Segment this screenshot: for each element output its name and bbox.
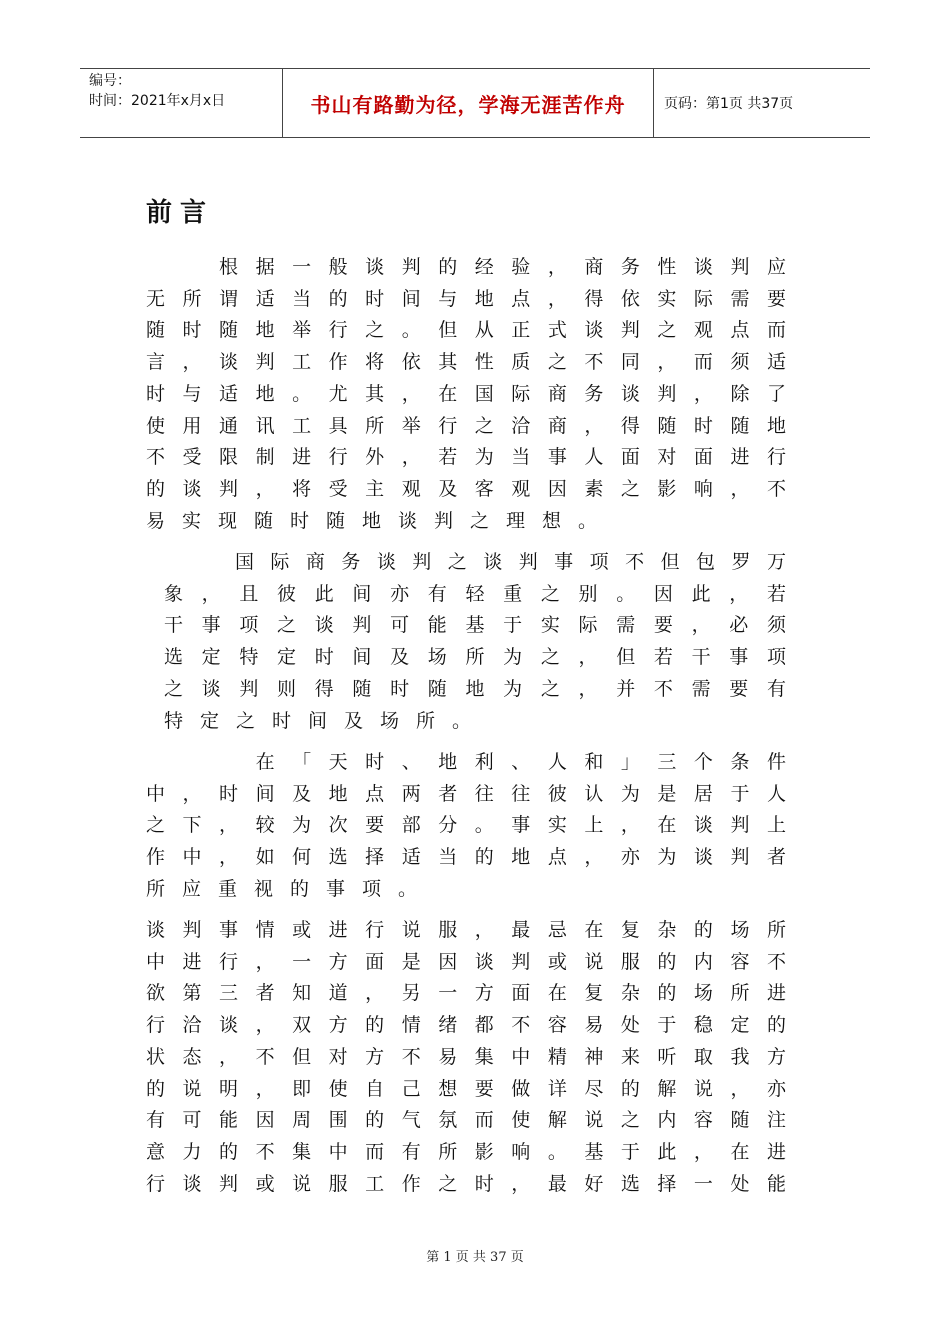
paragraph-line: 时与适地。尤其，在国际商务谈判，除了 bbox=[146, 382, 786, 405]
document-time-label: 时间：2021年x月x日 bbox=[89, 93, 226, 109]
paragraph-line: 不受限制进行外，若为当事人面对面进行 bbox=[146, 446, 786, 469]
document-number-label: 编号： bbox=[89, 73, 131, 89]
paragraph-line: 意力的不集中而有所影响。基于此，在进 bbox=[146, 1140, 786, 1163]
paragraph-line: 选定特定时间及场所为之，但若干事项 bbox=[164, 646, 786, 669]
paragraph-line: 象，且彼此间亦有轻重之别。因此，若 bbox=[164, 582, 786, 605]
page-header bbox=[80, 68, 870, 138]
paragraph-line: 特定之时间及场所。 bbox=[164, 709, 489, 732]
paragraph-line: 之下，较为次要部分。事实上，在谈判上 bbox=[146, 814, 786, 837]
paragraph-line: 易实现随时随地谈判之理想。 bbox=[146, 509, 615, 532]
paragraph-line: 的说明，即使自己想要做详尽的解说，亦 bbox=[146, 1077, 786, 1100]
paragraph-line: 干事项之谈判可能基于实际需要，必须 bbox=[164, 614, 786, 637]
paragraph-line: 行洽谈，双方的情绪都不容易处于稳定的 bbox=[146, 1014, 786, 1037]
paragraph-line: 随时随地举行之。但从正式谈判之观点而 bbox=[146, 319, 786, 342]
paragraph-2 bbox=[164, 547, 786, 737]
paragraph-line: 之谈判则得随时随地为之，并不需要有 bbox=[164, 677, 786, 700]
header-left-cell bbox=[80, 69, 282, 137]
paragraph-line: 使用通讯工具所举行之洽商，得随时随地 bbox=[146, 414, 786, 437]
paragraph-line: 国际商务谈判之谈判事项不但包罗万 bbox=[164, 551, 786, 573]
paragraph-3 bbox=[146, 747, 786, 906]
header-motto-cell bbox=[282, 69, 654, 137]
paragraph-line: 欲第三者知道，另一方面在复杂的场所进 bbox=[146, 982, 786, 1005]
header-motto: 书山有路勤为径，学海无涯苦作舟 bbox=[310, 92, 626, 117]
page-footer: 第 1 页 共 37 页 bbox=[426, 1250, 524, 1265]
paragraph-line: 行谈判或说服工作之时，最好选择一处能 bbox=[146, 1172, 786, 1195]
paragraph-line: 中，时间及地点两者往往彼认为是居于人 bbox=[146, 782, 786, 805]
paragraph-4 bbox=[146, 915, 786, 1200]
paragraph-line: 状态，不但对方不易集中精神来听取我方 bbox=[146, 1045, 786, 1068]
paragraph-line: 在「天时、地利、人和」三个条件 bbox=[146, 751, 786, 773]
paragraph-line: 作中，如何选择适当的地点，亦为谈判者 bbox=[146, 846, 786, 869]
paragraph-line: 无所谓适当的时间与地点，得依实际需要 bbox=[146, 287, 786, 310]
paragraph-line: 中进行，一方面是因谈判或说服的内容不 bbox=[146, 950, 786, 973]
paragraph-line: 根据一般谈判的经验，商务性谈判应 bbox=[146, 256, 786, 278]
paragraph-line: 言，谈判工作将依其性质之不同，而须适 bbox=[146, 351, 786, 374]
paragraph-line: 的谈判，将受主观及客观因素之影响，不 bbox=[146, 477, 786, 500]
paragraph-line: 谈判事情或进行说服，最忌在复杂的场所 bbox=[146, 919, 786, 941]
paragraph-line: 有可能因周围的气氛而使解说之内容随注 bbox=[146, 1109, 786, 1132]
paragraph-1 bbox=[146, 252, 786, 537]
paragraph-line: 所应重视的事项。 bbox=[146, 877, 435, 900]
section-title: 前言 bbox=[146, 198, 215, 228]
header-page-info-cell bbox=[654, 69, 870, 137]
header-page-info: 页码：第1页 共37页 bbox=[664, 96, 794, 112]
